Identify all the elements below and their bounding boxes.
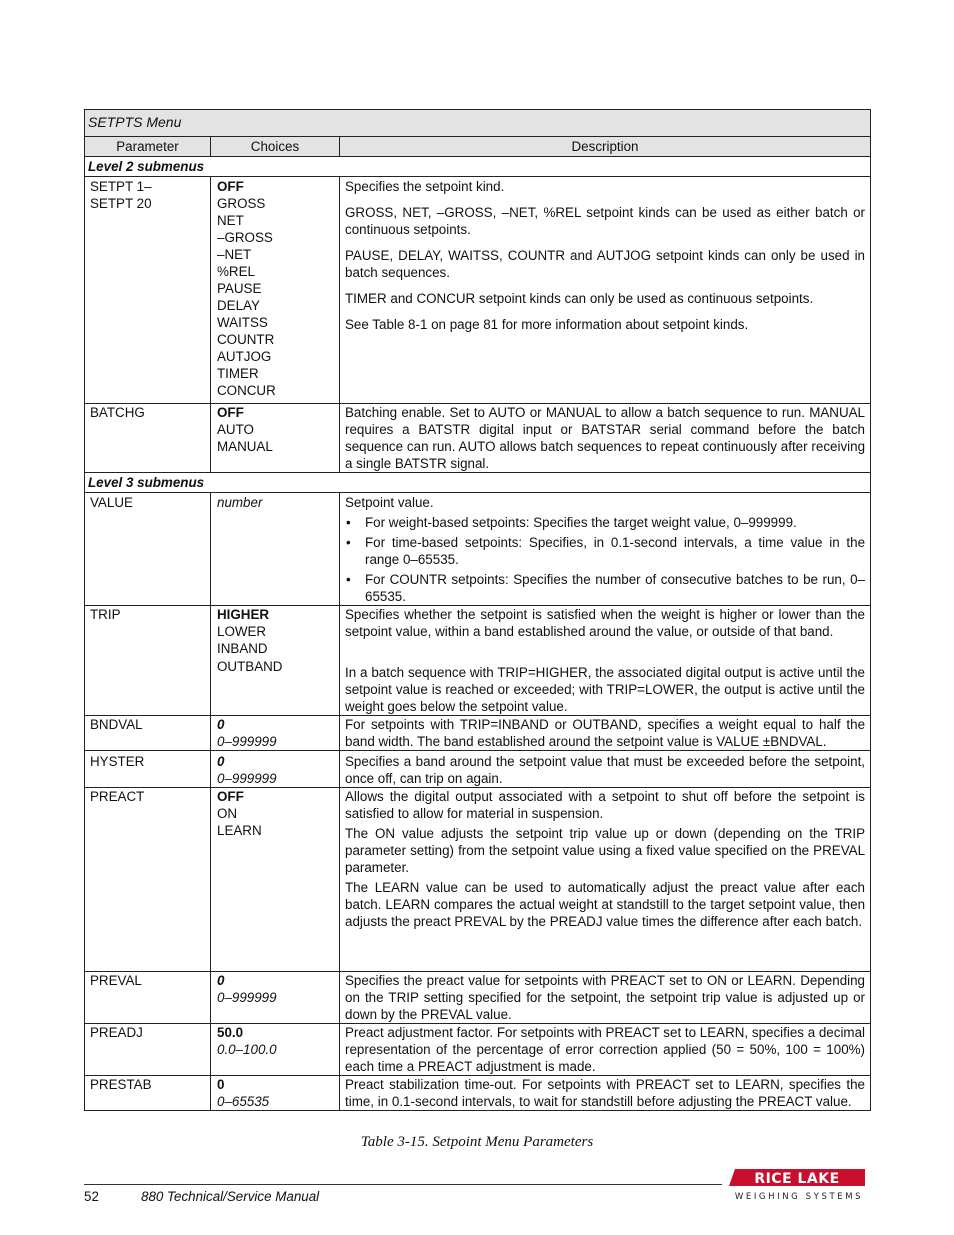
logo-wordmark: RICE LAKE <box>754 1171 840 1187</box>
description-text: Preact stabilization time-out. For setpoints with PREACT set to LEARN, specifies the time, in 0.1-second intervals, to wait for standstill before adjusting the PREACT value. <box>345 1077 866 1109</box>
choice: PAUSE <box>217 281 262 296</box>
table-row <box>85 788 871 972</box>
parameter-name: SETPT 1– <box>90 179 152 194</box>
parameter-cell <box>85 716 211 751</box>
default-choice: OFF <box>217 405 244 420</box>
parameter-name: BATCHG <box>90 405 145 420</box>
submenu-label-level-2: Level 2 submenus <box>85 157 871 177</box>
parameter-cell <box>85 972 211 1024</box>
default-choice: OFF <box>217 179 244 194</box>
footer-divider <box>84 1184 722 1185</box>
description-text: Specifies whether the setpoint is satisfied when the weight is higher or lower than the setpoint value, within a band established around the value, or outside of that band. <box>345 607 866 639</box>
parameter-name: BNDVAL <box>90 717 143 732</box>
parameter-name: PREVAL <box>90 973 142 988</box>
table-row <box>85 606 871 716</box>
parameter-cell <box>85 493 211 606</box>
choice: DELAY <box>217 298 260 313</box>
choices-cell <box>211 716 340 751</box>
parameter-name: PREACT <box>90 789 145 804</box>
description-text: In a batch sequence with TRIP=HIGHER, the associated digital output is active until the setpoint value is reached or exceeded; with TRIP=LOWER, the output is active until the weight goes below the setpoint value. <box>345 665 866 714</box>
choice: ON <box>217 806 238 821</box>
choice: –NET <box>217 247 252 262</box>
description-text: Preact adjustment factor. For setpoints with PREACT set to LEARN, specifies a decimal representation of the percentage of error correction applied (50 = 50%, 100 = 100%) each time a PREACT adjustment is made. <box>345 1025 866 1074</box>
table-row <box>85 404 871 473</box>
table-row <box>85 751 871 788</box>
choice: INBAND <box>217 641 268 656</box>
choices-cell <box>211 751 340 788</box>
choice: number <box>217 495 263 510</box>
description-text: Allows the digital output associated with a setpoint to shut off before the setpoint is satisfied to allow for material in suspension. <box>345 789 866 821</box>
list-item: • For time-based setpoints: Specifies, in 0.1-second intervals, a time value in the range 0–65535. <box>345 534 865 568</box>
choices-cell <box>211 1024 340 1076</box>
description-cell <box>340 1024 871 1076</box>
default-choice: OFF <box>217 789 244 804</box>
column-header-choices: Choices <box>211 137 340 157</box>
choice: NET <box>217 213 244 228</box>
description-text: For setpoints with TRIP=INBAND or OUTBAND, specifies a weight equal to half the band width. The band established around the setpoint value is VALUE ±BNDVAL. <box>345 717 866 749</box>
parameter-cell <box>85 404 211 473</box>
choice: CONCUR <box>217 383 276 398</box>
parameter-cell <box>85 177 211 404</box>
description-cell <box>340 493 871 606</box>
choices-cell <box>211 404 340 473</box>
list-item: • For COUNTR setpoints: Specifies the number of consecutive batches to be run, 0–65535. <box>345 571 865 605</box>
default-choice: HIGHER <box>217 607 270 622</box>
default-choice: 0 <box>217 973 225 988</box>
choice: TIMER <box>217 366 259 381</box>
parameter-cell <box>85 1024 211 1076</box>
parameter-cell <box>85 751 211 788</box>
column-header-row <box>85 137 871 157</box>
choices-cell <box>211 788 340 972</box>
description-text: Specifies the setpoint kind. <box>345 179 505 194</box>
choices-cell <box>211 606 340 716</box>
parameter-cell <box>85 1076 211 1111</box>
parameter-name: PRESTAB <box>90 1077 152 1092</box>
parameter-cell <box>85 606 211 716</box>
default-choice: 50.0 <box>217 1025 244 1040</box>
parameter-name: SETPT 20 <box>90 196 152 211</box>
menu-header-row <box>85 110 871 137</box>
description-cell <box>340 716 871 751</box>
choice: AUTO <box>217 422 254 437</box>
choice-range: 0–999999 <box>217 990 277 1005</box>
choice: AUTJOG <box>217 349 272 364</box>
submenu-row <box>85 473 871 493</box>
parameter-name: VALUE <box>90 495 133 510</box>
description-text: GROSS, NET, –GROSS, –NET, %REL setpoint kinds can be used as either batch or continuous setpoints. <box>345 205 866 237</box>
choice: COUNTR <box>217 332 275 347</box>
column-header-parameter: Parameter <box>85 137 211 157</box>
submenu-label-level-3: Level 3 submenus <box>85 473 871 493</box>
table-row <box>85 972 871 1024</box>
choice: –GROSS <box>217 230 273 245</box>
description-text: Setpoint value. <box>345 495 434 510</box>
description-text: Batching enable. Set to AUTO or MANUAL to allow a batch sequence to run. MANUAL requires a BATSTR digital input or BATSTAR serial command before the batch sequence can run. AUTO allows batch sequences to repeat continuously after receiving a single BATSTR signal. <box>345 405 866 471</box>
page-number: 52 <box>84 1189 99 1204</box>
choice: LEARN <box>217 823 262 838</box>
menu-title: SETPTS Menu <box>85 110 871 137</box>
choice: LOWER <box>217 624 267 639</box>
submenu-row <box>85 157 871 177</box>
description-text: Specifies the preact value for setpoints with PREACT set to ON or LEARN. Depending on the TRIP setting specified for the setpoint, the setpoint trip value is adjusted up or down by the PREVAL value. <box>345 973 866 1022</box>
description-cell <box>340 751 871 788</box>
description-cell <box>340 606 871 716</box>
choice: WAITSS <box>217 315 268 330</box>
choices-cell <box>211 1076 340 1111</box>
description-text: Specifies a band around the setpoint value that must be exceeded before the setpoint, once off, can trip on again. <box>345 754 866 786</box>
default-choice: 0 <box>217 754 225 769</box>
description-text: The LEARN value can be used to automatically adjust the preact value after each batch. LEARN compares the actual weight at standstill to the target setpoint value, then adjusts the preact PREVAL by the PREADJ value times the difference after each batch. <box>345 880 866 929</box>
choice: GROSS <box>217 196 266 211</box>
choices-cell <box>211 177 340 404</box>
bullet-list <box>345 514 865 605</box>
choice: MANUAL <box>217 439 273 454</box>
description-cell <box>340 1076 871 1111</box>
parameter-cell <box>85 788 211 972</box>
description-cell <box>340 788 871 972</box>
parameter-name: PREADJ <box>90 1025 143 1040</box>
choice-range: 0–65535 <box>217 1094 270 1109</box>
table-row <box>85 1024 871 1076</box>
description-text: TIMER and CONCUR setpoint kinds can only be used as continuous setpoints. <box>345 291 814 306</box>
description-cell <box>340 404 871 473</box>
choice-range: 0–999999 <box>217 734 277 749</box>
description-text: The ON value adjusts the setpoint trip value up or down (depending on the TRIP parameter setting) from the setpoint value using a fixed value specified on the PREVAL parameter. <box>345 826 866 875</box>
default-choice: 0 <box>217 717 225 732</box>
choice: OUTBAND <box>217 659 283 674</box>
table-row <box>85 177 871 404</box>
parameter-name: TRIP <box>90 607 121 622</box>
choices-cell <box>211 493 340 606</box>
description-text: See Table 8-1 on page 81 for more information about setpoint kinds. <box>345 317 749 332</box>
setpoint-parameters-table <box>84 109 871 1111</box>
description-cell <box>340 177 871 404</box>
parameter-name: HYSTER <box>90 754 145 769</box>
choices-cell <box>211 972 340 1024</box>
column-header-description: Description <box>340 137 871 157</box>
table-row <box>85 1076 871 1111</box>
logo-tagline: WEIGHING SYSTEMS <box>734 1192 864 1202</box>
manual-title: 880 Technical/Service Manual <box>141 1189 320 1204</box>
table-row <box>85 716 871 751</box>
default-choice: 0 <box>217 1077 225 1092</box>
table-row <box>85 493 871 606</box>
list-item: • For weight-based setpoints: Specifies the target weight value, 0–999999. <box>345 514 865 531</box>
setpoint-parameters-table-container <box>84 109 870 1111</box>
choice-range: 0.0–100.0 <box>217 1042 277 1057</box>
description-cell <box>340 972 871 1024</box>
choice: %REL <box>217 264 255 279</box>
table-caption: Table 3-15. Setpoint Menu Parameters <box>360 1134 594 1150</box>
description-text: PAUSE, DELAY, WAITSS, COUNTR and AUTJOG setpoint kinds can only be used in batch sequences. <box>345 248 866 280</box>
choice-range: 0–999999 <box>217 771 277 786</box>
rice-lake-logo <box>729 1166 869 1202</box>
